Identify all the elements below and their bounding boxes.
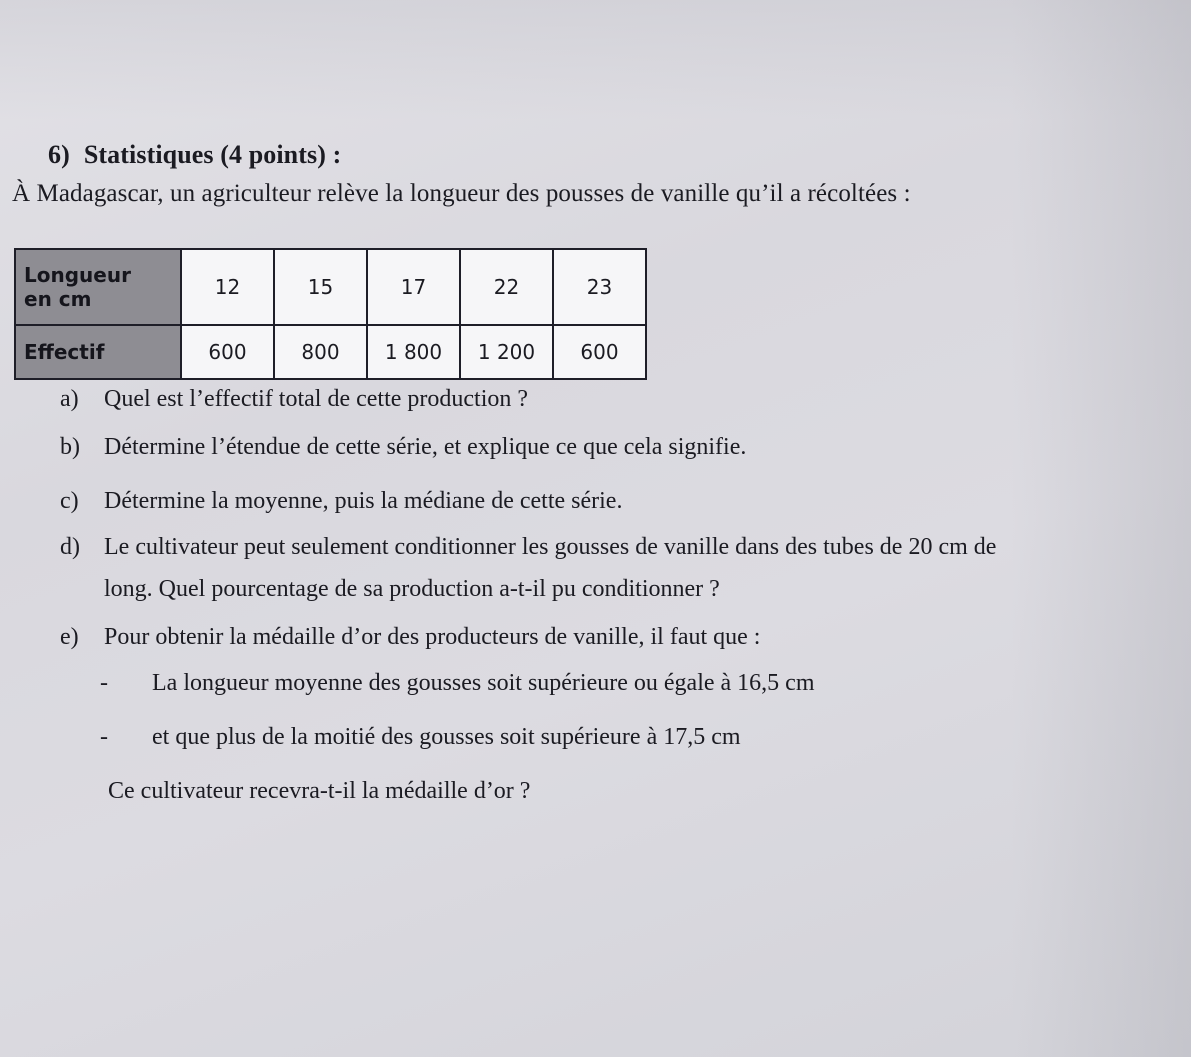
question-d-line2: long. Quel pourcentage de sa production a-t-il pu conditionner ?: [104, 576, 720, 602]
question-c-text: Détermine la moyenne, puis la médiane de cette série.: [104, 488, 623, 514]
paper-shadow-top: [0, 0, 1191, 120]
question-e: [60, 624, 760, 651]
row-header-length: [15, 249, 181, 325]
exercise-title: Statistiques (4 points) :: [83, 140, 342, 169]
table-cell: 800: [274, 325, 367, 379]
exercise-intro: À Madagascar, un agriculteur relève la longueur des pousses de vanille qu’il a récoltées :: [12, 180, 911, 207]
question-a-label: a): [60, 386, 79, 412]
question-a-text: Quel est l’effectif total de cette production ?: [104, 386, 529, 412]
table-cell: 15: [274, 249, 367, 325]
table-cell: 22: [460, 249, 553, 325]
paper-shadow-right: [1011, 0, 1191, 1057]
table-cell: 23: [553, 249, 646, 325]
question-e-label: e): [60, 624, 79, 650]
table-cell: 600: [553, 325, 646, 379]
question-b-label: b): [60, 434, 80, 460]
question-d-label: d): [60, 534, 80, 560]
condition-bullet-2: [100, 724, 741, 751]
exercise-number: 6): [48, 140, 70, 169]
table-cell: 17: [367, 249, 460, 325]
bullet-dash: -: [100, 724, 108, 750]
question-c-label: c): [60, 488, 79, 514]
condition-bullet-1: [100, 670, 814, 697]
exercise-heading: [48, 140, 341, 170]
table-cell: 12: [181, 249, 274, 325]
condition-1-text: La longueur moyenne des gousses soit supérieure ou égale à 16,5 cm: [152, 670, 815, 696]
question-d-line1: Le cultivateur peut seulement conditionner les gousses de vanille dans des tubes de 20 cm de: [104, 534, 997, 560]
table-cell: 1 800: [367, 325, 460, 379]
row-header-length-line2: en cm: [24, 287, 92, 311]
statistics-table: [14, 248, 647, 380]
question-d: [60, 534, 996, 561]
table-cell: 1 200: [460, 325, 553, 379]
table-row-frequency: [15, 325, 646, 379]
question-e-text: Pour obtenir la médaille d’or des producteurs de vanille, il faut que :: [104, 624, 761, 650]
question-c: [60, 488, 622, 515]
question-b: [60, 434, 746, 461]
table-row-length: [15, 249, 646, 325]
condition-2-text: et que plus de la moitié des gousses soit supérieure à 17,5 cm: [152, 724, 741, 750]
row-header-length-line1: Longueur: [24, 263, 131, 287]
question-a: [60, 386, 528, 413]
bullet-dash: -: [100, 670, 108, 696]
table-cell: 600: [181, 325, 274, 379]
question-b-text: Détermine l’étendue de cette série, et explique ce que cela signifie.: [104, 434, 747, 460]
row-header-frequency: Effectif: [15, 325, 181, 379]
final-question: Ce cultivateur recevra-t-il la médaille d’or ?: [108, 778, 531, 804]
